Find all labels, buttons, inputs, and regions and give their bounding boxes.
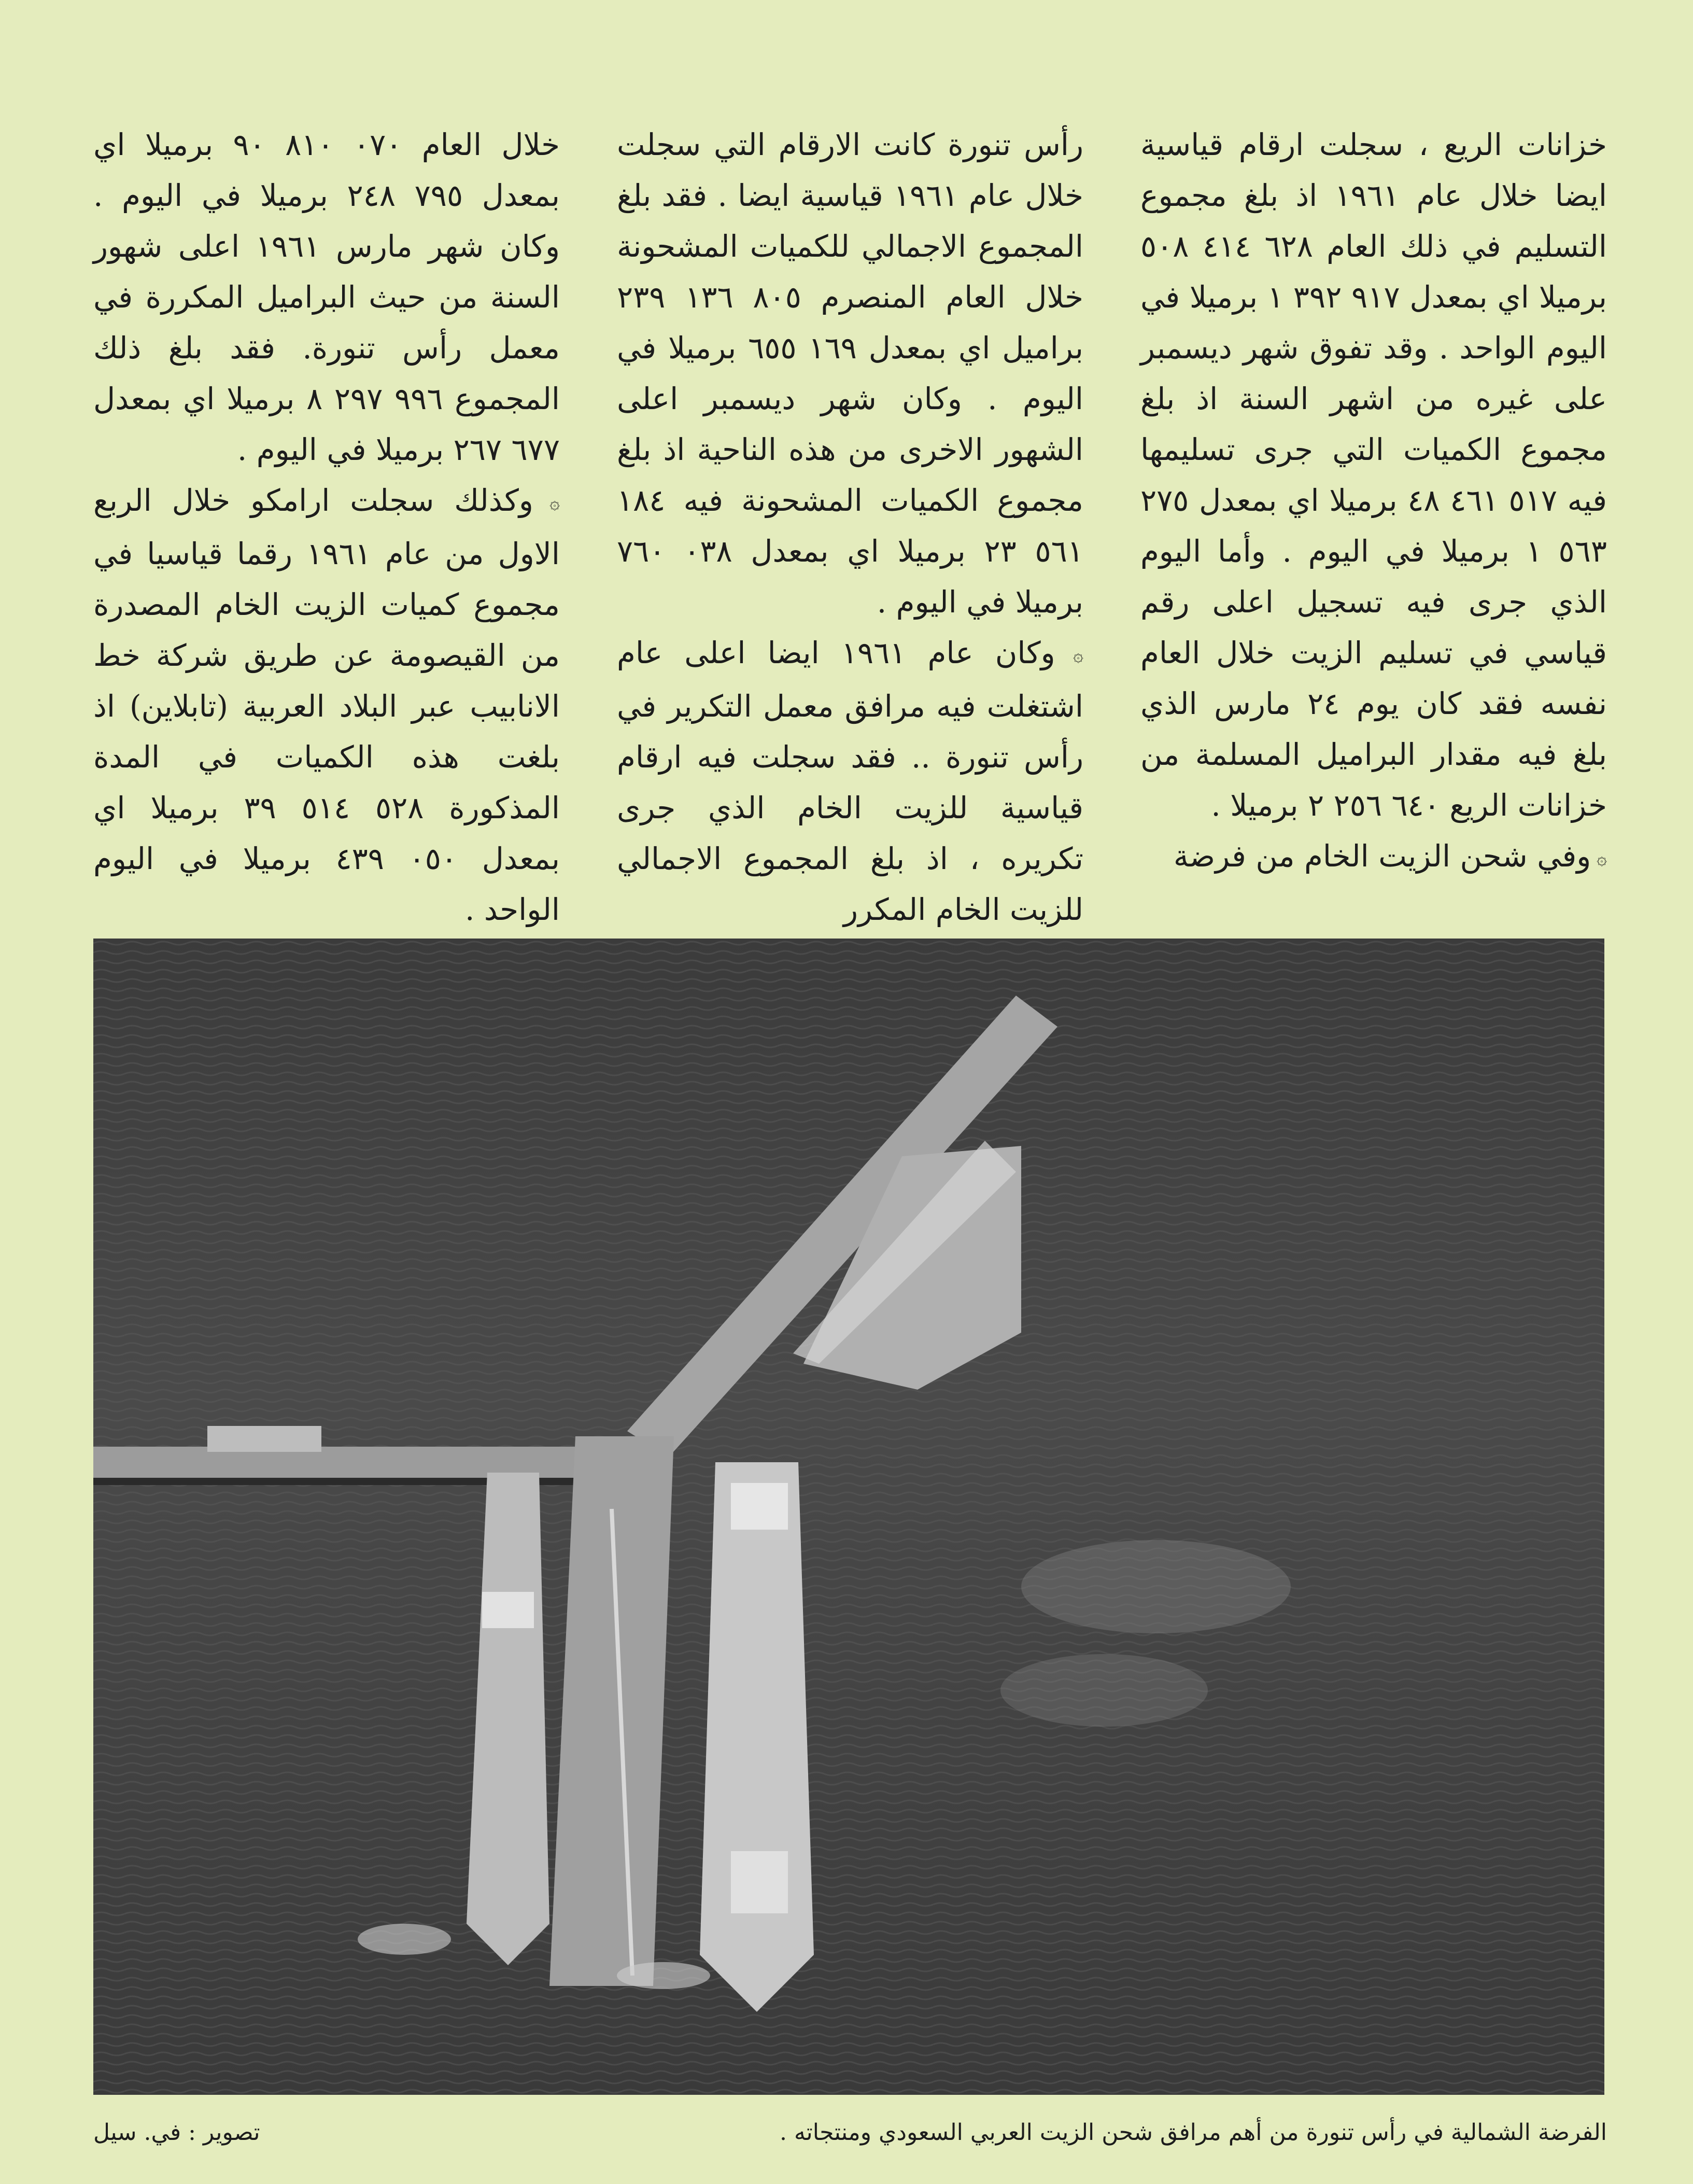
article-column-right bbox=[1140, 119, 1607, 907]
article-columns bbox=[93, 119, 1607, 927]
paragraph: ۞ وكان عام ١٩٦١ ايضا اعلى عام اشتغلت فيه مرافق معمل التكرير في رأس تنورة .. فقد سجلت فيه ارقام قياسية للزيت الخام الذي جرى تكريره ، اذ بلغ المجموع الاجمالي للزيت الخام المكرر bbox=[617, 627, 1083, 935]
article-column-middle bbox=[617, 119, 1084, 927]
aerial-photo-pier bbox=[93, 939, 1604, 2095]
paragraph: ۞ وفي شحن الزيت الخام من فرضة bbox=[1140, 831, 1607, 884]
paragraph: ۞ وكذلك سجلت ارامكو خلال الربع الاول من عام ١٩٦١ رقما قياسيا في مجموع كميات الزيت الخام المصدرة من القيصومة عن طريق شركة خط الانابيب عبر البلاد العربية (تابلاين) اذ بلغت هذه الكميات في المدة المذكورة ٥٢٨ ٥١٤ ٣٩ برميلا اي بمعدل ٠٥٠ ٤٣٩ برميلا في اليوم الواحد . bbox=[93, 475, 560, 935]
paragraph: خلال العام ٠٧٠ ٨١٠ ٩٠ برميلا اي بمعدل ٧٩٥ ٢٤٨ برميلا في اليوم . وكان شهر مارس ١٩٦١ اعلى شهور السنة من حيث البراميل المكررة في معمل رأس تنورة. فقد بلغ ذلك المجموع ٩٩٦ ٢٩٧ ٨ برميلا اي بمعدل ٦٧٧ ٢٦٧ برميلا في اليوم . bbox=[93, 127, 560, 467]
paragraph: خزانات الريع ، سجلت ارقام قياسية ايضا خلال عام ١٩٦١ اذ بلغ مجموع التسليم في ذلك العام ٦٢٨ ٤١٤ ٥٠٨ برميلا اي بمعدل ٩١٧ ٣٩٢ ١ برميلا في اليوم الواحد . وقد تفوق شهر ديسمبر على غيره من اشهر السنة اذ بلغ مجموع الكميات التي جرى تسليمها فيه ٥١٧ ٤٦١ ٤٨ برميلا اي بمعدل ٢٧٥ ٥٦٣ ١ برميلا في اليوم . وأما اليوم الذي جرى فيه تسجيل اعلى رقم قياسي في تسليم الزيت خلال العام نفسه فقد كان يوم ٢٤ مارس الذي بلغ فيه مقدار البراميل المسلمة من خزانات الريع ٦٤٠ ٢٥٦ ٢ برميلا . bbox=[1140, 127, 1607, 823]
photo-caption: الفرضة الشمالية في رأس تنورة من أهم مرافق شحن الزيت العربي السعودي ومنتجاته . bbox=[779, 2119, 1607, 2146]
paragraph: رأس تنورة كانت الارقام التي سجلت خلال عام ١٩٦١ قياسية ايضا . فقد بلغ المجموع الاجمالي للكميات المشحونة خلال العام المنصرم ٨٠٥ ١٣٦ ٢٣٩ براميل اي بمعدل ١٦٩ ٦٥٥ برميلا في اليوم . وكان شهر ديسمبر اعلى الشهور الاخرى من هذه الناحية اذ بلغ مجموع الكميات المشحونة فيه ١٨٤ ٥٦١ ٢٣ برميلا اي بمعدل ٠٣٨ ٧٦٠ برميلا في اليوم . bbox=[617, 127, 1084, 620]
article-column-left bbox=[93, 119, 560, 927]
pier-and-tankers-illustration bbox=[93, 939, 1604, 2095]
photo-credit: تصوير : في. سيل bbox=[93, 2119, 260, 2146]
